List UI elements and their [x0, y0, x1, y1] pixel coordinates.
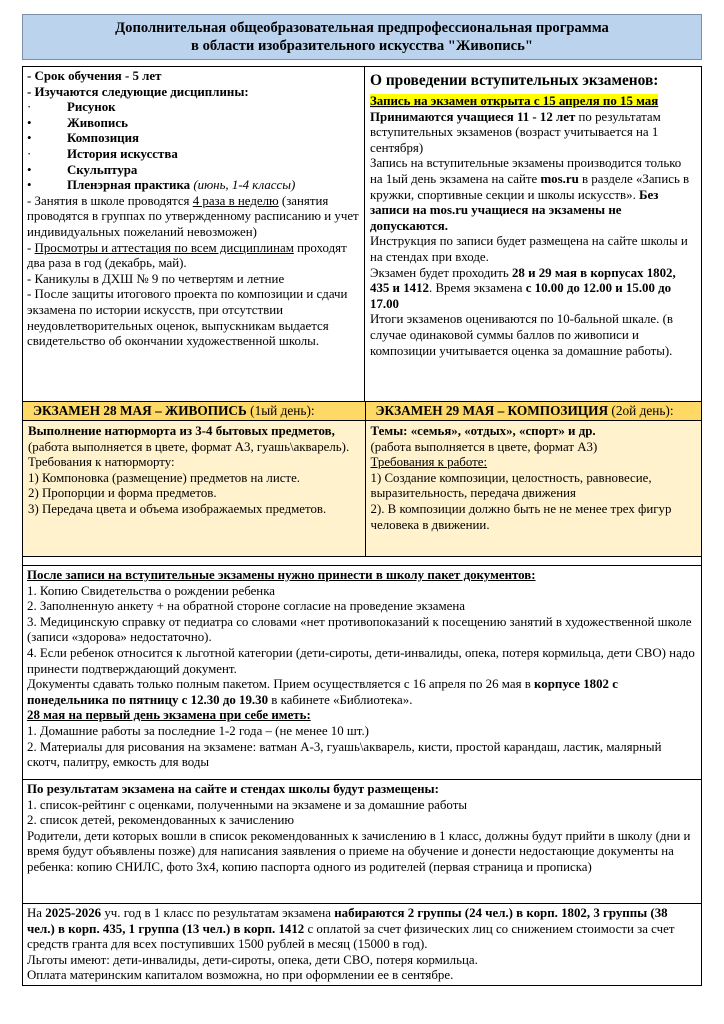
info-row: [23, 67, 701, 401]
exam-2-topics: Темы: «семья», «отдых», «спорт» и др.: [370, 424, 596, 438]
exam-dates-paragraph: [370, 266, 697, 313]
discipline-bullet: •: [27, 178, 32, 193]
submit-room: в кабинете «Библиотека».: [268, 692, 413, 707]
payment-paragraph: Оплата материнским капиталом возможна, но при оформлении ее в сентябре.: [27, 968, 454, 983]
discipline-name: Скульптура: [67, 162, 138, 177]
exam-1-task: [28, 424, 360, 455]
accept-age: Принимаются учащиеся 11 - 12 лет: [370, 109, 576, 124]
discipline-item: [27, 116, 361, 132]
exam-1-requirement: 1) Компоновка (размещение) предметов на листе.: [28, 470, 301, 485]
reviews-underlined: Просмотры и аттестация по всем дисциплинам: [34, 240, 294, 255]
bring-item: 2. Материалы для рисования на экзамене: ватман А-3, гуашь\акварель, кисти, простой карандаш, ластик, малярный скотч, палитру, емкость для воды: [27, 739, 662, 770]
exam-day-2-title: [366, 402, 702, 420]
bring-heading: 28 мая на первый день экзамена при себе иметь:: [27, 708, 311, 723]
holidays-paragraph: - Каникулы в ДХШ № 9 по четвертям и летние: [27, 271, 285, 286]
registration-warning: Без записи на mos.ru учащиеся на экзамены не допускаются.: [370, 187, 659, 233]
exam-day-2: [366, 402, 702, 556]
enroll-year: 2025-2026: [45, 906, 102, 920]
lessons-paragraph: [27, 194, 361, 241]
registration-paragraph: [370, 156, 697, 234]
enrollment-paragraph: [27, 906, 697, 953]
discipline-text: [67, 100, 116, 116]
discipline-note: (июнь, 1-4 классы): [190, 178, 296, 193]
exam-time: с 10.00 до 12.00 и 15.00 до 17.00: [370, 281, 672, 311]
exam-dates: 28 и 29 мая в корпусах 1802, 435 и 1412: [370, 265, 676, 296]
results-item: 2. список детей, рекомендованных к зачислению: [27, 813, 295, 828]
discipline-text: [67, 178, 295, 194]
documents-section: [23, 565, 701, 779]
parents-paragraph: Родители, дети которых вошли в список рекомендованных к зачислению в 1 класс, должны будут прийти в школу (дни и время будут объявлены позже) для написания заявления о приеме на обучение и донести недостающие документы на ребенка: копию СНИЛС, фото 3х4, копию паспорта одного из родителей (первая страница и прописка): [27, 828, 691, 874]
enroll-t1: На: [27, 906, 46, 920]
discipline-item: [27, 131, 361, 147]
discipline-name: Пленэрная практика: [67, 178, 191, 193]
enrollment-section: [23, 903, 701, 985]
document-item: 2. Заполненную анкету + на обратной стороне согласие на проведение экзамена: [27, 599, 465, 614]
exam-1-requirement: 2) Пропорции и форма предметов.: [28, 486, 217, 501]
discipline-bullet: •: [27, 115, 32, 130]
exam-day-1: [23, 402, 366, 556]
exam-1-requirements: [28, 471, 360, 518]
enroll-t3: уч. год в 1 класс по результатам экзамена: [101, 906, 335, 920]
exam-day-2-body: [366, 420, 702, 556]
exam-1-req-heading: Требования к натюрморту:: [28, 455, 175, 470]
exam-1-task-format: (работа выполняется в цвете, формат А3, гуашь\акварель).: [28, 439, 350, 454]
disciplines-list: [27, 100, 361, 194]
reviews-text: проходят два раза в год (декабрь, май).: [27, 240, 347, 271]
submit-text: Документы сдавать только полным пакетом. Прием осуществляется с 16 апреля по 26 мая в: [27, 677, 535, 692]
exam-2-req-heading: Требования к работе:: [370, 455, 488, 470]
instruction-paragraph: Инструкция по записи будет размещена на сайте школы и на стендах при входе.: [370, 234, 688, 264]
accept-paragraph: [370, 110, 697, 157]
discipline-item: [27, 163, 361, 179]
mos-ru-link[interactable]: mos.ru: [540, 171, 579, 186]
document-item: 4. Если ребенок относится к льготной категории (дети-сироты, дети-инвалиды, опека, потеря кормильца, дети СВО) надо принести подтверждающий документ.: [27, 645, 695, 676]
exam-info-heading: О проведении вступительных экзаменов:: [370, 72, 659, 89]
graduation-paragraph: - После защиты итогового проекта по композиции и сдачи экзамена по истории искусств, при отсутствии неудовлетворительных оценок, выпускникам выдается свидетельство об окончании художественной школы.: [27, 287, 348, 349]
exam-days-row: [23, 401, 701, 556]
exam-2-requirements: [371, 471, 697, 533]
spacer: [23, 556, 701, 565]
lessons-note: (занятия проводятся в группах по утвержденному расписанию и учет индивидуальных пожеланий невозможен): [27, 193, 359, 239]
title-line-1: Дополнительная общеобразовательная предпрофессиональная программа: [115, 20, 609, 36]
discipline-name: Рисунок: [67, 100, 116, 115]
exam-time-text: . Время экзамена: [429, 281, 526, 296]
lessons-frequency: 4 раза в неделю: [192, 193, 279, 208]
discipline-item: [27, 100, 361, 116]
program-info: [23, 67, 365, 401]
document-item: 3. Медицинскую справку от педиатра со словами «нет противопоказаний к посещению занятий в художественной школе (записи «здорова» недостаточно).: [27, 614, 692, 645]
documents-list: [27, 584, 697, 678]
results-paragraph: Итоги экзаменов оцениваются по 10-бальной шкале. (в случае одинаковой суммы баллов по живописи и композиции учитывается оценка за домашние работы).: [370, 312, 673, 358]
exam-dates-text: Экзамен будет проходить: [370, 265, 512, 280]
results-heading: По результатам экзамена на сайте и стендах школы будут размещены:: [27, 782, 439, 796]
exam-1-day: (1ый день):: [246, 403, 315, 418]
exam-1-name: ЭКЗАМЕН 28 МАЯ – ЖИВОПИСЬ: [33, 403, 247, 418]
discipline-bullet: ·: [27, 146, 32, 161]
exam-day-1-body: [23, 420, 365, 556]
discipline-item: [27, 147, 361, 163]
discipline-name: Живопись: [67, 115, 128, 130]
discipline-text: [67, 116, 128, 132]
results-list: [27, 798, 697, 829]
discipline-item: [27, 178, 361, 194]
results-section: [23, 779, 701, 903]
reviews-paragraph: [27, 241, 361, 272]
registration-section: в разделе «Запись в кружки, спортивные секции и школы искусств».: [370, 171, 690, 202]
exam-2-requirement: 1) Создание композиции, целостность, равновесие, выразительность, передача движения: [370, 470, 652, 501]
registration-open-notice: Запись на экзамен открыта с 15 апреля по 15 мая: [370, 94, 659, 108]
discipline-name: Композиция: [67, 131, 139, 146]
info-table: [22, 66, 702, 986]
exam-1-requirement: 3) Передача цвета и объема изображаемых предметов.: [28, 501, 327, 516]
benefits-paragraph: Льготы имеют: дети-инвалиды, дети-сироты, опека, дети СВО, потеря кормильца.: [27, 952, 478, 967]
discipline-text: [67, 131, 139, 147]
discipline-text: [67, 147, 178, 163]
enroll-groups: набираются 2 группы (24 чел.) в корп. 1802, 3 группы (38 чел.) в корп. 435, 1 группа (13 чел.) в корп. 1412: [27, 906, 668, 936]
lessons-text: - Занятия в школе проводятся: [27, 193, 193, 208]
accept-text: по результатам вступительных экзаменов (возраст учитывается на 1 сентября): [370, 109, 661, 155]
submit-place: корпусе 1802 с понедельника по пятницу с 12.30 до 19.30: [27, 677, 618, 707]
exam-2-name: ЭКЗАМЕН 29 МАЯ – КОМПОЗИЦИЯ: [375, 403, 609, 418]
exam-2-format: (работа выполняется в цвете, формат А3): [370, 439, 598, 454]
exam-info: [365, 67, 701, 401]
discipline-name: История искусства: [67, 146, 178, 161]
exam-2-day: (2ой день):: [608, 403, 674, 418]
discipline-bullet: •: [27, 131, 32, 146]
document-item: 1. Копию Свидетельства о рождении ребенка: [27, 583, 275, 598]
bring-item: 1. Домашние работы за последние 1-2 года – (не менее 10 шт.): [27, 723, 369, 738]
bring-list: [27, 724, 697, 771]
page-title: [22, 14, 702, 60]
exam-day-1-title: [23, 402, 365, 420]
enroll-payment-terms: с оплатой за счет физических лиц со снижением стоимости за счет средств гранта для всех поступивших 1500 рублей в месяц (15000 в год).: [27, 921, 675, 952]
study-term: - Срок обучения - 5 лет: [27, 69, 162, 83]
documents-heading: После записи на вступительные экзамены нужно принести в школу пакет документов:: [27, 568, 536, 582]
documents-submit: [27, 677, 697, 708]
discipline-bullet: •: [27, 162, 32, 177]
registration-text: Запись на вступительные экзамены производится только на 1ый день экзамена на сайте: [370, 156, 682, 186]
exam-2-requirement: 2). В композиции должно быть не не менее трех фигур человека в движении.: [370, 501, 672, 532]
results-item: 1. список-рейтинг с оценками, полученными на экзамене и за домашние работы: [27, 797, 467, 812]
disciplines-heading: - Изучаются следующие дисциплины:: [27, 84, 249, 99]
discipline-text: [67, 163, 137, 179]
title-line-2: в области изобразительного искусства "Живопись": [191, 38, 533, 54]
exam-1-task-title: Выполнение натюрморта из 3-4 бытовых предметов,: [28, 424, 335, 438]
discipline-bullet: ·: [27, 100, 32, 115]
reviews-dash: -: [27, 240, 35, 255]
